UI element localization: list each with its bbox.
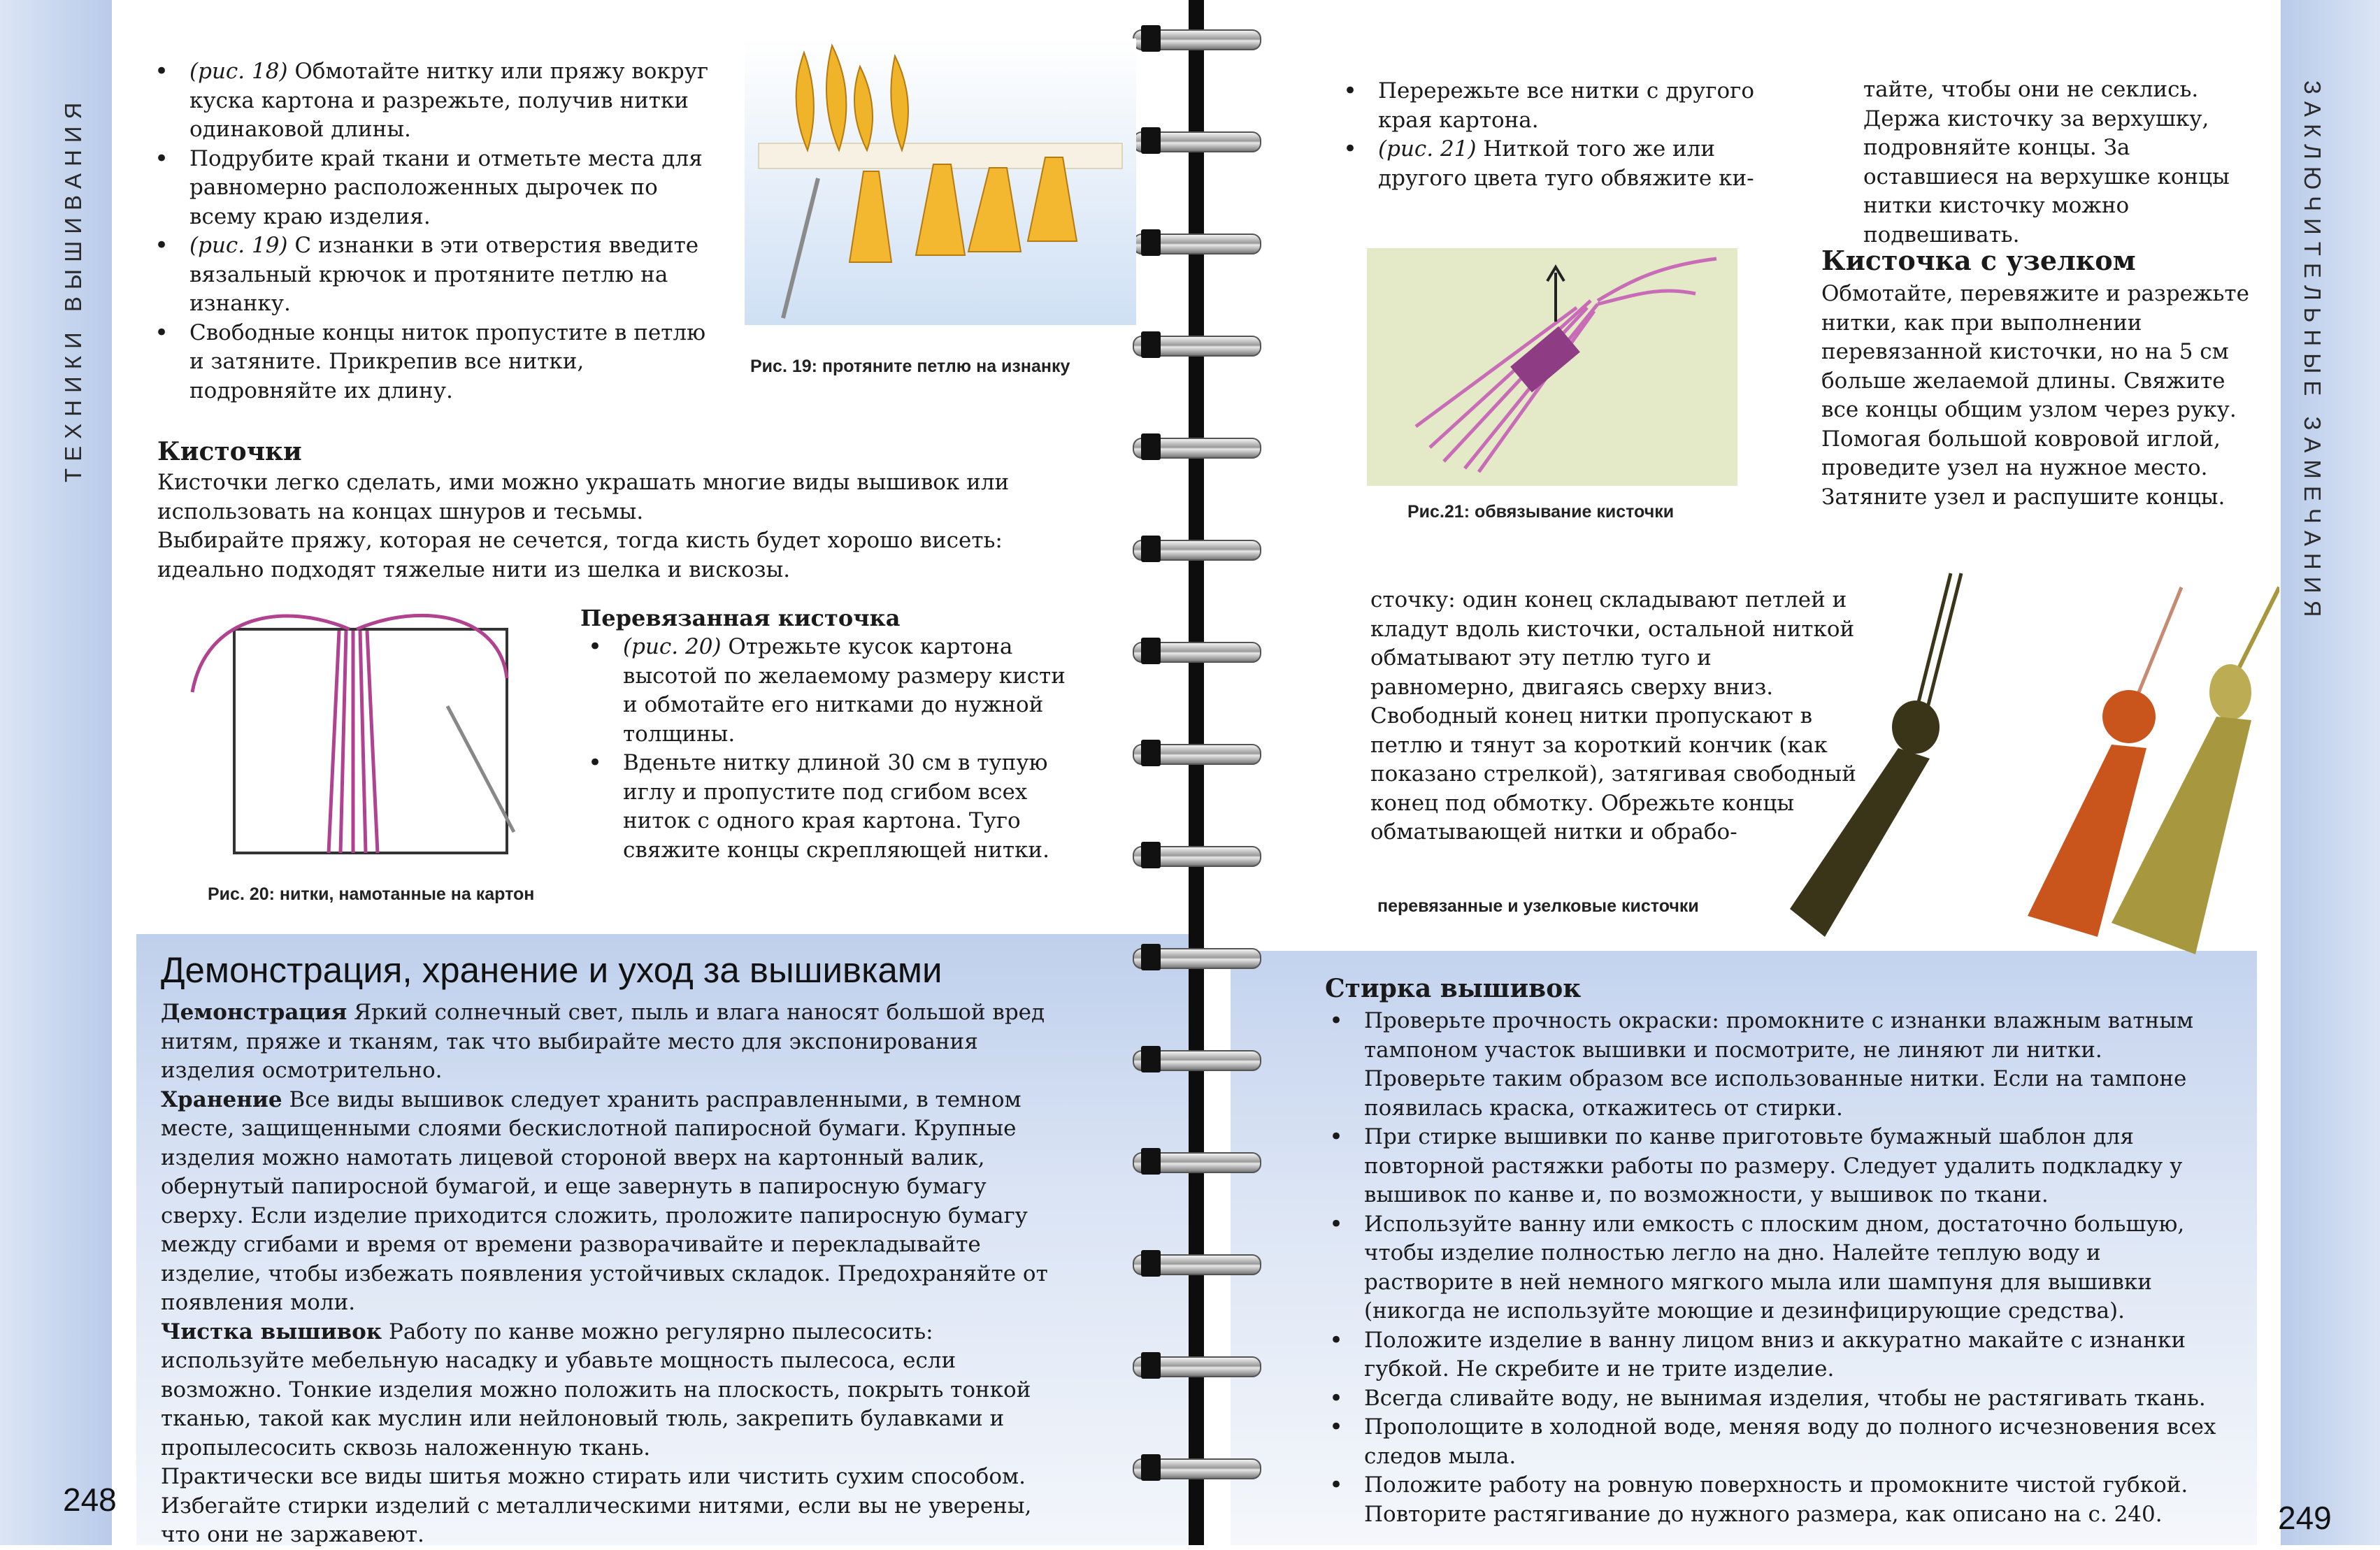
- left-section-label: ТЕХНИКИ ВЫШИВАНИЯ: [60, 95, 86, 482]
- knot-tassel-heading: Кисточка с узелком: [1821, 245, 2136, 276]
- figure-19-caption: Рис. 19: протяните петлю на изнанку: [750, 357, 1070, 376]
- column-b-continuation: тайте, чтобы они не секлись. Держа кисточку за верхушку, подровняйте концы. За оставшиеся на верхушке концы нитки кисточку можно подвешивать.: [1863, 77, 2230, 247]
- tassels-paragraph-1: Кисточки легко сделать, ими можно украшать многие виды вышивок или использовать на концах шнуров и тесьмы.: [157, 470, 1010, 524]
- left-side-strip: [0, 0, 112, 1545]
- wash-heading: Стирка вышивок: [1325, 974, 1582, 1003]
- bullet-text: Ниткой того же или другого цвета туго обвяжите ки-: [1378, 136, 1754, 191]
- tassels-paragraph-2: Выбирайте пряжу, которая не сечется, тогда кисть будет хорошо висеть: идеально подходят тяжелые нити из шелка и вискозы.: [157, 528, 1003, 582]
- paragraph-text: Яркий солнечный свет, пыль и влага наносят большой вред нитям, пряже и тканям, так что выбирайте место для экспонирования изделия осмотрительно.: [161, 1000, 1045, 1083]
- right-section-label: ЗАКЛЮЧИТЕЛЬНЫЕ ЗАМЕЧАНИЯ: [2300, 80, 2325, 624]
- continued-bullet: [1339, 77, 1765, 135]
- tied-tassel-heading: Перевязанная кисточка: [580, 605, 901, 631]
- intro-bullet: [150, 231, 724, 319]
- right-side-strip: [2281, 0, 2380, 1545]
- binding-ring: [1133, 327, 1259, 362]
- wash-bullet: • Используйте ванну или емкость с плоским дном, достаточно большую, чтобы изделие полностью легло на дно. Налейте теплую воду и растворите в ней немного мягкого мыла или шампуня для вышивки (никогда не используйте моющие и дезинфицирующие средства).: [1325, 1210, 2227, 1326]
- figure-20-caption: Рис. 20: нитки, намотанные на картон: [208, 884, 535, 904]
- wash-bullet: • Положите работу на ровную поверхность и промокните чистой губкой. Повторите растягивание до нужного размера, как описано на с. 240.: [1325, 1471, 2227, 1529]
- binding-ring: [1133, 838, 1259, 873]
- binding-ring: [1133, 429, 1259, 464]
- run-in-heading: Чистка вышивок: [161, 1319, 382, 1344]
- column-a-continuation: сточку: один конец складывают петлей и кладут вдоль кисточки, остальной ниткой обматывают эту петлю туго и равномерно, двигаясь сверху вниз. Свободный конец нитки пропускают в петлю и тянут за короткий кончик (как показано стрелкой), затягивая свободный конец под обмотку. Обрежьте концы обматывающей нитки и обрабо-: [1370, 587, 1856, 845]
- run-in-heading: Демонстрация: [161, 1000, 347, 1025]
- wash-bullet: • При стирке вышивки по канве приготовьте бумажный шаблон для повторной растяжки работы по размеру. Следует удалить подкладку у вышивок по канве и, по возможности, у вышивок по ткани.: [1325, 1123, 2227, 1210]
- intro-bullet: [150, 319, 724, 406]
- figure-21-illustration: [1367, 238, 1765, 489]
- paragraph-text: Все виды вышивок следует хранить расправленными, в темном месте, защищенными слоями бескислотной папиросной бумаги. Крупные изделия можно намотать лицевой стороной вверх на картонный валик, обернутый папиросной бумагой, и еще завернуть в папиросную бумагу сверху. Если изделие приходится сложить, проложите папиросную бумагу между сгибами и время от времени разворачивайте и перекладывайте изделие, чтобы избежать появления устойчивых складок. Предохраняйте от появления моли.: [161, 1086, 1048, 1315]
- bullet-text: Обмотайте нитку или пряжу вокруг куска картона и разрежьте, получив нитки одинаковой длины.: [189, 59, 709, 142]
- knot-tassel-text: Обмотайте, перевяжите и разрежьте нитки, как при выполнении перевязанной кисточки, но на 5 см больше желаемой длины. Свяжите все концы общим узлом через руку. Помогая большой ковровой иглой, проведите узел на нужное место. Затяните узел и распушите концы.: [1821, 281, 2249, 510]
- binding-ring: [1133, 940, 1259, 975]
- care-paragraph: [161, 1086, 1070, 1318]
- binding-ring: [1133, 1348, 1259, 1383]
- binding-ring: [1133, 633, 1259, 668]
- care-paragraph: [161, 1318, 1070, 1463]
- tassels-photo: [1748, 559, 2279, 958]
- wash-bullet: • Проверьте прочность окраски: промокните с изнанки влажным ватным тампоном участок вышивки и посмотрите, не линяют ли нитки. Проверьте таким образом все использованные нитки. Если на тампоне появилась краска, откажитесь от стирки.: [1325, 1007, 2227, 1123]
- continued-bullets: [1339, 77, 1765, 193]
- run-in-heading: Хранение: [161, 1086, 282, 1112]
- care-body: [161, 998, 1070, 1550]
- figure-20-illustration: [178, 601, 542, 867]
- bullet-text: Свободные концы ниток пропустите в петлю и затяните. Прикрепив все нитки, подровняйте их длину.: [189, 320, 706, 403]
- care-paragraph: [161, 1463, 1070, 1550]
- wash-bullet: • Всегда сливайте воду, не вынимая изделия, чтобы не растягивать ткань.: [1325, 1384, 2227, 1414]
- tied-tassel-bullets: [584, 633, 1073, 865]
- figure-ref: (рис. 20): [623, 634, 722, 659]
- figure-ref: (рис. 21): [1378, 136, 1477, 162]
- binding-ring: [1133, 21, 1259, 56]
- binding-ring: [1133, 1144, 1259, 1179]
- wash-bullet: • Положите изделие в ванну лицом вниз и аккуратно макайте с изнанки губкой. Не скребите и не трите изделие.: [1325, 1326, 2227, 1384]
- care-paragraph: [161, 998, 1070, 1086]
- intro-bullet-list: [150, 57, 724, 406]
- wash-bullet-list: [1325, 1007, 2227, 1529]
- figure-ref: (рис. 18): [189, 59, 288, 84]
- tied-bullet: [584, 633, 1073, 749]
- dark-tassel: [1790, 573, 1961, 937]
- left-page-number: 248: [63, 1481, 117, 1518]
- tassels-photo-caption: перевязанные и узелковые кисточки: [1377, 896, 1699, 916]
- binding-ring: [1133, 123, 1259, 158]
- wash-bullet: • Прополощите в холодной воде, меняя воду до полного исчезновения всех следов мыла.: [1325, 1413, 2227, 1471]
- bullet-text: Вденьте нитку длиной 30 см в тупую иглу и пропустите под сгибом всех ниток с одного края картона. Туго свяжите концы скрепляющей нитки.: [623, 750, 1049, 863]
- bullet-text: Подрубите край ткани и отметьте места для равномерно расположенных дырочек по всему краю изделия.: [189, 145, 703, 229]
- bullet-text: Отрежьте кусок картона высотой по желаемому размеру кисти и обмотайте его нитками до нужной толщины.: [623, 634, 1066, 747]
- figure-19-illustration: [745, 38, 1136, 325]
- bullet-text: Перережьте все нитки с другого края картона.: [1378, 78, 1755, 133]
- binding-ring: [1133, 225, 1259, 260]
- care-heading: Демонстрация, хранение и уход за вышивками: [161, 950, 942, 990]
- binding-ring: [1133, 1042, 1259, 1077]
- intro-bullet: [150, 145, 724, 232]
- intro-bullet: [150, 57, 724, 145]
- binding-ring: [1133, 735, 1259, 770]
- binding-ring: [1133, 1450, 1259, 1485]
- paragraph-text: Работу по канве можно регулярно пылесосить: используйте мебельную насадку и убавьте мощность пылесоса, если возможно. Тонкие изделия можно положить на плоскость, покрыть тонкой тканью, такой как муслин или нейлоновый тюль, закрепить булавками и пропылесосить сквозь наложенную ткань.: [161, 1319, 1031, 1461]
- figure-21-caption: Рис.21: обвязывание кисточки: [1407, 502, 1675, 522]
- tied-bullet: [584, 749, 1073, 865]
- paragraph-text: Практически все виды шитья можно стирать или чистить сухим способом. Избегайте стирки изделий с металлическими нитями, если вы не уверены, что они не заржавеют.: [161, 1464, 1032, 1547]
- bullet-text: С изнанки в эти отверстия введите вязальный крючок и протяните петлю на изнанку.: [189, 233, 699, 316]
- binding-ring: [1133, 531, 1259, 566]
- tassels-heading: Кисточки: [157, 437, 302, 466]
- right-page-number: 249: [2278, 1500, 2332, 1536]
- figure-ref: (рис. 19): [189, 233, 288, 258]
- binding-ring: [1133, 1246, 1259, 1281]
- continued-bullet: [1339, 135, 1765, 193]
